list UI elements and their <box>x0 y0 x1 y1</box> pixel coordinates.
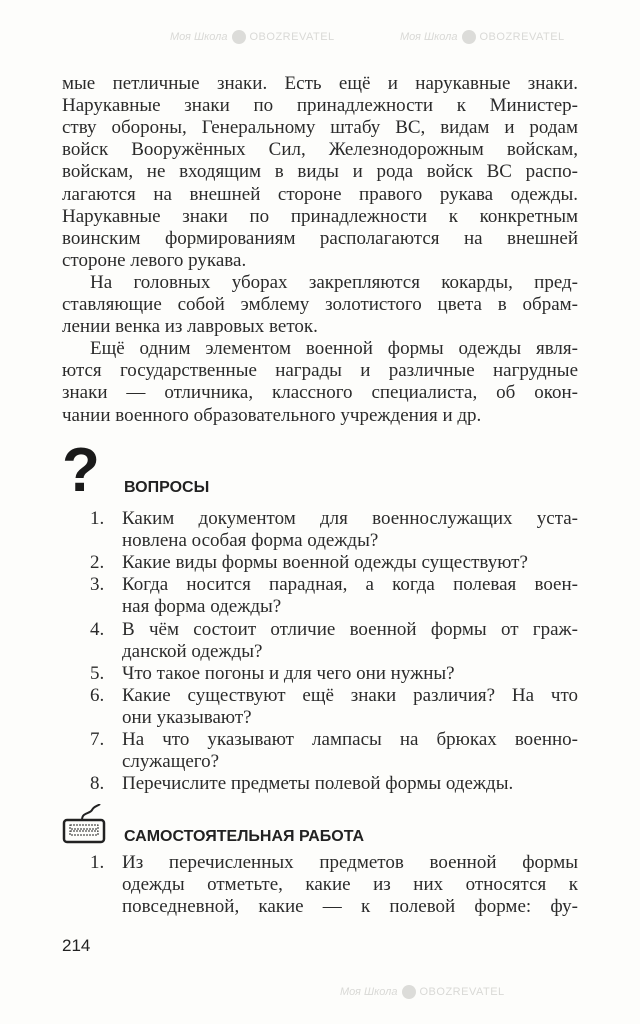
task-line: повседневной, какие — к полевой форме: фу- <box>122 896 578 918</box>
body-text-line: лагаются на внешней стороне правого рукава одежды. <box>62 183 578 205</box>
body-text-line: воинским формированиям располагаются на внешней <box>62 227 578 249</box>
body-text-line: войск Вооружённых Сил, Железнодорожным войскам, <box>62 139 578 161</box>
watermark <box>400 30 565 44</box>
list-number: 7. <box>90 729 105 750</box>
watermark <box>170 30 335 44</box>
body-text-line: знаки — отличника, классного специалиста, об окон- <box>62 382 578 404</box>
question-line: Когда носится парадная, а когда полевая воен- <box>122 574 578 596</box>
task-line: одежды отметьте, какие из них относятся к <box>122 874 578 896</box>
question-mark-icon: ? <box>62 436 100 505</box>
body-text-line: ству обороны, Генеральному штабу ВС, видам и родам <box>62 117 578 139</box>
question-line: Какие существуют ещё знаки различия? На что <box>122 684 578 706</box>
body-text-line: войскам, не входящим в виды и рода войск ВС распо- <box>62 161 578 183</box>
list-number: 3. <box>90 574 105 596</box>
watermark-logo-icon <box>232 30 246 44</box>
body-text-line: стороне левого рукава. <box>62 249 247 271</box>
list-number: 1. <box>90 852 105 873</box>
question-line: служащего? <box>122 751 220 773</box>
watermark-school: Моя Школа <box>340 985 398 998</box>
question-line: На что указывают лампасы на брюках военно- <box>122 729 578 750</box>
task-line: Из перечисленных предметов военной формы <box>122 852 578 873</box>
list-number: 6. <box>90 684 105 706</box>
question-line: ная форма одежды? <box>122 596 282 618</box>
question-line: В чём состоит отличие военной формы от граж- <box>122 618 578 640</box>
list-number: 5. <box>90 662 105 684</box>
body-text-line: ставляющие собой эмблему золотистого цвета в обрам- <box>62 294 578 315</box>
question-line: Что такое погоны и для чего они нужны? <box>122 662 455 684</box>
watermark-school: Моя Школа <box>170 30 228 43</box>
question-line: они указывают? <box>122 706 252 728</box>
list-number: 4. <box>90 618 105 640</box>
watermark-logo-icon <box>402 985 416 999</box>
body-text-line: лении венка из лавровых веток. <box>62 316 318 338</box>
body-text-line: чании военного образовательного учреждения и др. <box>62 404 482 426</box>
body-text-line: Ещё одним элементом военной формы одежды явля- <box>90 338 578 360</box>
watermark-brand: OBOZREVATEL <box>479 30 565 43</box>
watermark-brand: OBOZREVATEL <box>419 985 505 998</box>
body-text-line: На головных уборах закрепляются кокарды, пред- <box>90 271 578 293</box>
question-line: Каким документом для военнослужащих уста- <box>122 508 578 529</box>
questions-heading: ВОПРОСЫ <box>124 479 210 496</box>
watermark <box>340 985 505 999</box>
list-number: 1. <box>90 508 105 529</box>
body-text-line: ются государственные награды и различные нагрудные <box>62 360 578 382</box>
list-number: 8. <box>90 773 105 795</box>
body-text-line: Нарукавные знаки по принадлежности к Министер- <box>62 95 578 117</box>
body-text-line: Нарукавные знаки по принадлежности к конкретным <box>62 205 578 227</box>
keyboard-icon <box>62 804 106 850</box>
question-line: новлена особая форма одежды? <box>122 530 379 552</box>
question-line: Перечислите предметы полевой формы одежды. <box>122 773 514 795</box>
self-work-heading: САМОСТОЯТЕЛЬНАЯ РАБОТА <box>124 828 365 845</box>
watermark-brand: OBOZREVATEL <box>249 30 335 43</box>
watermark-logo-icon <box>462 30 476 44</box>
list-number: 2. <box>90 552 105 574</box>
question-line: данской одежды? <box>122 640 263 662</box>
watermark-school: Моя Школа <box>400 30 458 43</box>
body-text-line: мые петличные знаки. Есть ещё и нарукавные знаки. <box>62 73 578 94</box>
page-number: 214 <box>62 936 91 955</box>
question-line: Какие виды формы военной одежды существуют? <box>122 552 528 574</box>
